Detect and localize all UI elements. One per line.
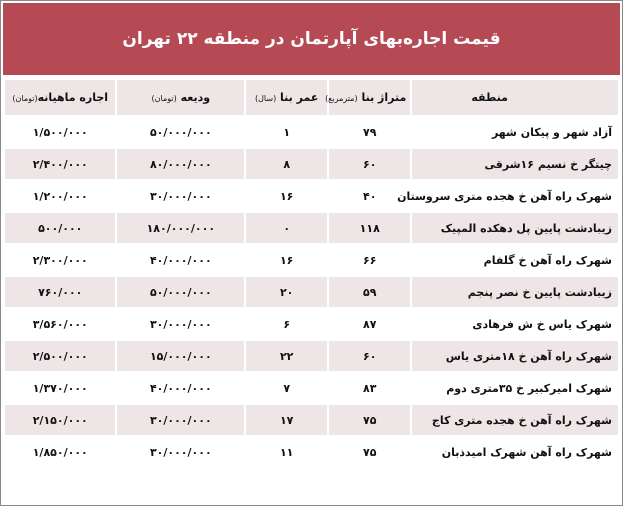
cell-area: شهرک امیرکبیر خ ۳۵متری دوم bbox=[412, 373, 618, 403]
cell-area: شهرک راه آهن خ گلفام bbox=[412, 245, 618, 275]
cell-deposit: ۴۰/۰۰۰/۰۰۰ bbox=[117, 245, 244, 275]
cell-deposit: ۴۰/۰۰۰/۰۰۰ bbox=[117, 373, 244, 403]
cell-rent: ۲/۳۰۰/۰۰۰ bbox=[5, 245, 115, 275]
cell-age: ۱۶ bbox=[246, 181, 327, 211]
cell-size: ۷۵ bbox=[329, 405, 410, 435]
table-title: قیمت اجاره‌بهای آپارتمان در منطقه ۲۲ تهران bbox=[3, 3, 620, 75]
header-deposit: ودیعه (تومان) bbox=[117, 80, 244, 115]
cell-age: ۱۱ bbox=[246, 437, 327, 467]
rent-price-table bbox=[3, 78, 620, 469]
cell-rent: ۱/۲۰۰/۰۰۰ bbox=[5, 181, 115, 211]
table-row bbox=[5, 341, 618, 371]
cell-deposit: ۳۰/۰۰۰/۰۰۰ bbox=[117, 309, 244, 339]
cell-size: ۶۰ bbox=[329, 149, 410, 179]
header-rent: اجاره ماهیانه(تومان) bbox=[5, 80, 115, 115]
cell-age: ۱۷ bbox=[246, 405, 327, 435]
cell-size: ۵۹ bbox=[329, 277, 410, 307]
table-row bbox=[5, 149, 618, 179]
cell-size: ۶۶ bbox=[329, 245, 410, 275]
table-row bbox=[5, 181, 618, 211]
table-row bbox=[5, 213, 618, 243]
cell-area: چیتگر خ نسیم ۱۶شرقی bbox=[412, 149, 618, 179]
cell-deposit: ۱۸۰/۰۰۰/۰۰۰ bbox=[117, 213, 244, 243]
cell-size: ۷۹ bbox=[329, 117, 410, 147]
cell-age: ۲۲ bbox=[246, 341, 327, 371]
table-row bbox=[5, 277, 618, 307]
table-row bbox=[5, 309, 618, 339]
table-row bbox=[5, 245, 618, 275]
cell-area: شهرک راه آهن خ ۱۸متری یاس bbox=[412, 341, 618, 371]
table-row bbox=[5, 405, 618, 435]
cell-area: آزاد شهر و پیکان شهر bbox=[412, 117, 618, 147]
cell-area: شهرک راه آهن خ هجده متری کاج bbox=[412, 405, 618, 435]
cell-deposit: ۳۰/۰۰۰/۰۰۰ bbox=[117, 437, 244, 467]
cell-area: شهرک راه آهن شهرک امیدذبان bbox=[412, 437, 618, 467]
cell-deposit: ۳۰/۰۰۰/۰۰۰ bbox=[117, 405, 244, 435]
cell-rent: ۷۶۰/۰۰۰ bbox=[5, 277, 115, 307]
cell-rent: ۱/۸۵۰/۰۰۰ bbox=[5, 437, 115, 467]
cell-age: ۰ bbox=[246, 213, 327, 243]
cell-deposit: ۸۰/۰۰۰/۰۰۰ bbox=[117, 149, 244, 179]
cell-age: ۱۶ bbox=[246, 245, 327, 275]
cell-size: ۱۱۸ bbox=[329, 213, 410, 243]
table-row bbox=[5, 373, 618, 403]
cell-deposit: ۵۰/۰۰۰/۰۰۰ bbox=[117, 277, 244, 307]
cell-deposit: ۳۰/۰۰۰/۰۰۰ bbox=[117, 181, 244, 211]
cell-age: ۸ bbox=[246, 149, 327, 179]
cell-area: زیبادشت پایین پل دهکده المپیک bbox=[412, 213, 618, 243]
cell-rent: ۲/۴۰۰/۰۰۰ bbox=[5, 149, 115, 179]
cell-size: ۸۷ bbox=[329, 309, 410, 339]
cell-rent: ۳/۵۶۰/۰۰۰ bbox=[5, 309, 115, 339]
cell-age: ۷ bbox=[246, 373, 327, 403]
cell-age: ۱ bbox=[246, 117, 327, 147]
table-header-row bbox=[5, 80, 618, 115]
cell-size: ۴۰ bbox=[329, 181, 410, 211]
header-area: منطقه bbox=[412, 80, 618, 115]
cell-deposit: ۱۵/۰۰۰/۰۰۰ bbox=[117, 341, 244, 371]
cell-size: ۶۰ bbox=[329, 341, 410, 371]
cell-size: ۸۳ bbox=[329, 373, 410, 403]
cell-deposit: ۵۰/۰۰۰/۰۰۰ bbox=[117, 117, 244, 147]
cell-rent: ۱/۳۷۰/۰۰۰ bbox=[5, 373, 115, 403]
cell-rent: ۲/۱۵۰/۰۰۰ bbox=[5, 405, 115, 435]
cell-area: شهرک راه آهن خ هجده متری سروستان bbox=[412, 181, 618, 211]
cell-rent: ۱/۵۰۰/۰۰۰ bbox=[5, 117, 115, 147]
header-size: متراژ بنا (مترمربع) bbox=[329, 80, 410, 115]
table-row bbox=[5, 117, 618, 147]
cell-age: ۶ bbox=[246, 309, 327, 339]
cell-area: شهرک یاس خ ش فرهادی bbox=[412, 309, 618, 339]
table-row bbox=[5, 437, 618, 467]
cell-rent: ۵۰۰/۰۰۰ bbox=[5, 213, 115, 243]
cell-size: ۷۵ bbox=[329, 437, 410, 467]
header-age: عمر بنا (سال) bbox=[246, 80, 327, 115]
cell-age: ۲۰ bbox=[246, 277, 327, 307]
cell-rent: ۲/۵۰۰/۰۰۰ bbox=[5, 341, 115, 371]
cell-area: زیبادشت پایین خ نصر پنجم bbox=[412, 277, 618, 307]
